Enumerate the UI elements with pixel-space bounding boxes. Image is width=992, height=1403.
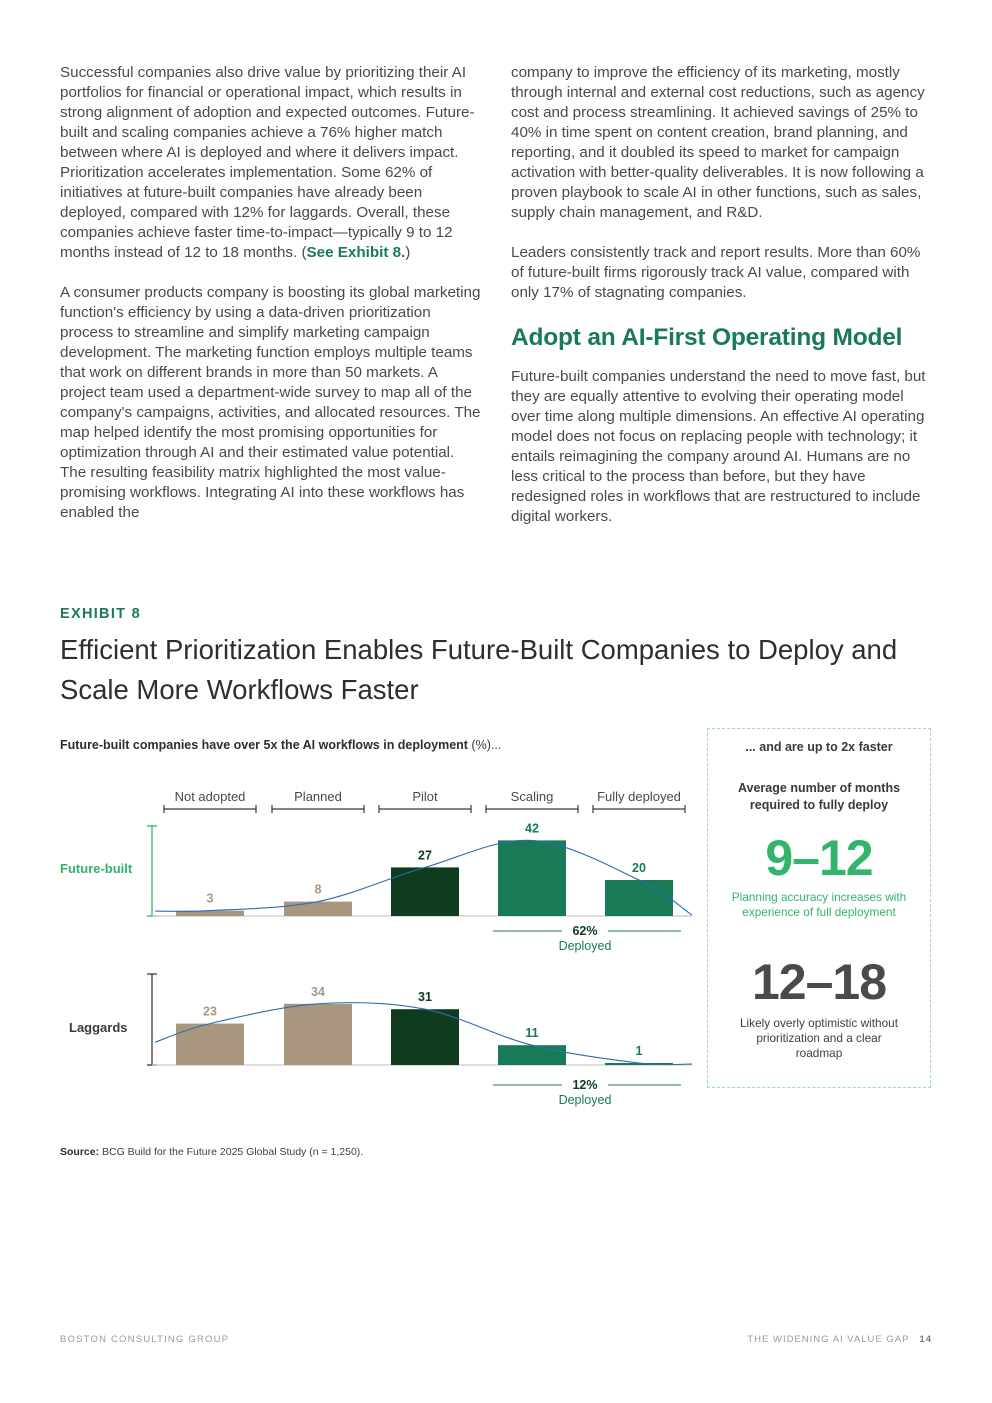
- bar: [284, 902, 352, 916]
- footer-company: BOSTON CONSULTING GROUP: [60, 1334, 230, 1345]
- paragraph-text: ): [405, 244, 411, 261]
- deployed-label: Deployed: [558, 1093, 612, 1107]
- bar: [176, 1024, 244, 1065]
- chart-subtitle-rest: (%)...: [467, 738, 502, 752]
- category-label: Not adopted: [174, 789, 246, 804]
- bar: [284, 1004, 352, 1065]
- future-built-months: 9–12: [765, 830, 873, 886]
- category-label: Planned: [294, 789, 342, 804]
- footer-right: [747, 1334, 932, 1345]
- bar: [605, 880, 673, 916]
- series-label: Future-built: [60, 861, 133, 876]
- paragraph-text: Successful companies also drive value by prioritizing their AI portfolios for financial or operational impact, which results in strong alignment of adoption and expected outcomes. Future-built and scaling companies achieve a 76% higher match between where AI is deployed and where it delivers impact. Prioritization accelerates implementation. Some 62% of initiatives at future-built companies have already been deployed, compared with 12% for laggards. Overall, these companies achieve faster time-to-impact—typically 9 to 12 months instead of 12 to 18 months. (: [60, 64, 475, 261]
- data-label: 31: [418, 990, 432, 1005]
- exhibit-title: Efficient Prioritization Enables Future-Built Companies to Deploy and Scale More Workflows Faster: [60, 634, 898, 705]
- paragraph: company to improve the efficiency of its marketing, mostly through internal and external cost reductions, such as agency cost and process streamlining. It achieved savings of 25% to 40% in time spent on content creation, brand planning, and reporting, and it doubled its speed to market for campaign activation with better-quality deliverables. It is now following a proven playbook to scale AI in other functions, such as sales, supply chain management, and R&D.: [511, 64, 925, 221]
- bar: [391, 1009, 459, 1065]
- section-heading: Adopt an AI-First Operating Model: [511, 324, 903, 351]
- deployed-percent: 62%: [572, 924, 598, 938]
- paragraph: Future-built companies understand the need to move fast, but they are equally attentive to evolving their operating model over time along multiple dimensions. An effective AI operating model does not focus on replacing people with technology; it entails reimagining the company around AI. Humans are no less critical to the process than before, but they have redesigned roles in workflows that are restructured to include digital workers.: [511, 368, 926, 525]
- category-label: Fully deployed: [597, 789, 681, 804]
- data-label: 23: [203, 1004, 217, 1019]
- category-label: Scaling: [510, 789, 554, 804]
- data-label: 11: [525, 1026, 539, 1041]
- source-note: [60, 1146, 363, 1158]
- side-subheading: Average number of months required to fully deploy: [737, 781, 901, 812]
- laggards-note: Likely overly optimistic without prioritization and a clear roadmap: [739, 1016, 898, 1060]
- exhibit-label: EXHIBIT 8: [60, 606, 141, 622]
- bar: [498, 1045, 566, 1065]
- paragraph: Leaders consistently track and report results. More than 60% of future-built firms rigorously track AI value, compared with only 17% of stagnating companies.: [511, 244, 921, 301]
- page-number: 14: [919, 1334, 932, 1345]
- source-text: BCG Build for the Future 2025 Global Study (n = 1,250).: [99, 1146, 364, 1158]
- data-label: 20: [632, 861, 646, 875]
- bar: [498, 840, 566, 916]
- side-heading: ... and are up to 2x faster: [745, 740, 893, 754]
- footer-report-title: THE WIDENING AI VALUE GAP: [747, 1334, 910, 1345]
- data-label: 8: [314, 882, 322, 897]
- paragraph: A consumer products company is boosting its global marketing function's efficiency by using a data-driven prioritization process to streamline and simplify marketing campaign development. The marketing function employs multiple teams that work on different brands in more than 50 markets. A project team used a department-wide survey to map all of the company's campaigns, activities, and allocated resources. The map helped identify the most promising opportunities for optimization through AI and their estimated value potential. The resulting feasibility matrix highlighted the most value-promising workflows. Integrating AI into these workflows has enabled the: [60, 284, 481, 521]
- data-label: 1: [635, 1044, 643, 1058]
- source-label: Source:: [60, 1146, 100, 1158]
- deployed-label: Deployed: [558, 939, 612, 953]
- category-label: Pilot: [412, 789, 438, 804]
- laggards-months: 12–18: [751, 954, 887, 1010]
- deployed-percent: 12%: [572, 1078, 598, 1092]
- data-label: 27: [418, 848, 432, 863]
- data-label: 42: [525, 821, 539, 836]
- data-label: 34: [311, 984, 325, 999]
- data-label: 3: [206, 891, 214, 906]
- chart-subtitle-bold: Future-built companies have over 5x the AI workflows in deployment: [60, 738, 468, 752]
- series-label: Laggards: [69, 1020, 128, 1035]
- time-to-deploy-panel: [707, 728, 931, 1088]
- future-built-note: Planning accuracy increases with experience of full deployment: [731, 890, 907, 919]
- exhibit-link[interactable]: See Exhibit 8.: [306, 244, 406, 261]
